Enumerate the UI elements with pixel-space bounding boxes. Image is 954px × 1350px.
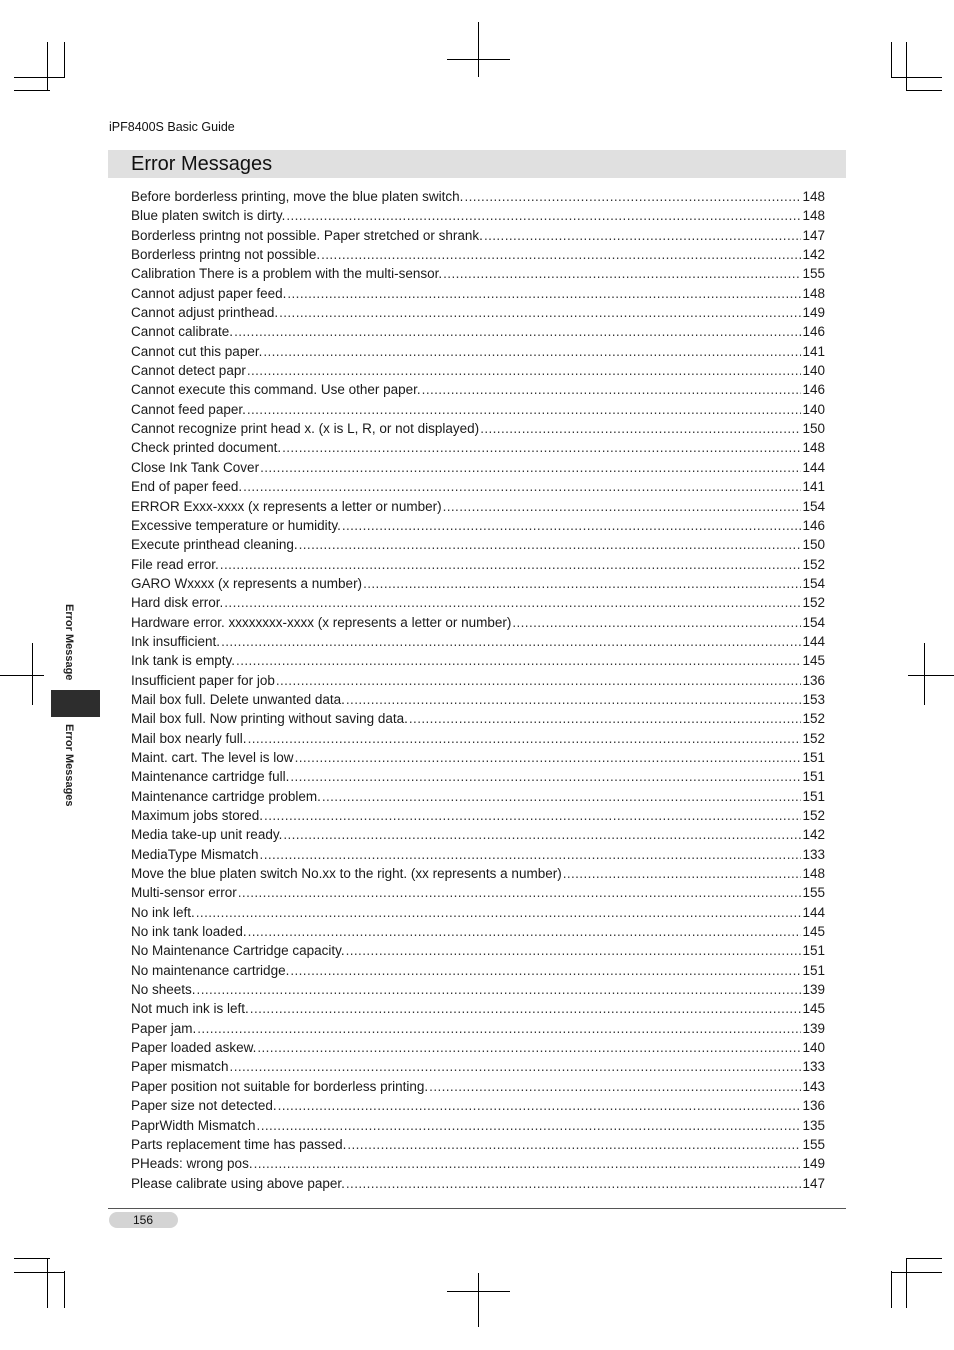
entry-page: 147	[802, 227, 825, 243]
entry-page: 148	[802, 285, 825, 301]
crop-mark	[891, 1271, 892, 1308]
dot-leader	[263, 342, 801, 361]
crop-mark	[478, 1273, 479, 1327]
index-entry[interactable]	[131, 400, 825, 419]
entry-page: 142	[802, 827, 825, 843]
entry-page: 151	[802, 962, 825, 978]
index-entry[interactable]	[131, 535, 825, 554]
dot-leader	[250, 999, 802, 1018]
entry-text: ERROR Exxx-xxxx (x represents a letter or number)	[131, 498, 442, 514]
guide-title: iPF8400S Basic Guide	[109, 120, 235, 134]
entry-text: Paper loaded askew.	[131, 1040, 257, 1056]
index-entry[interactable]	[131, 458, 825, 477]
dot-leader	[480, 419, 801, 438]
entry-page: 136	[802, 1098, 825, 1114]
crop-mark	[906, 1258, 942, 1259]
entry-page: 145	[802, 924, 825, 940]
entry-text: Cannot detect papr	[131, 363, 246, 379]
entry-page: 143	[802, 1078, 825, 1094]
entry-page: 140	[802, 363, 825, 379]
entry-text: Mail box full. Delete unwanted data.	[131, 691, 345, 707]
dot-leader	[264, 806, 801, 825]
dot-leader	[512, 613, 801, 632]
entry-text: Paper mismatch	[131, 1059, 229, 1075]
entry-text: Excessive temperature or humidity.	[131, 517, 341, 533]
entry-page: 148	[802, 189, 825, 204]
index-entry[interactable]	[131, 593, 825, 612]
entry-text: GARO Wxxxx (x represents a number)	[131, 575, 363, 591]
dot-leader	[278, 1096, 802, 1115]
entry-page: 136	[802, 672, 825, 688]
crop-mark	[0, 675, 44, 676]
entry-page: 146	[802, 517, 825, 533]
dot-leader	[290, 961, 801, 980]
index-entry[interactable]	[131, 1019, 825, 1038]
section-title: Error Messages	[131, 153, 273, 175]
index-entry[interactable]	[131, 999, 825, 1018]
dot-leader	[257, 1116, 802, 1135]
entry-page: 135	[802, 1117, 825, 1133]
entry-text: Cannot feed paper.	[131, 401, 246, 417]
dot-leader	[236, 651, 801, 670]
index-entry[interactable]	[131, 361, 825, 380]
entry-text: Before borderless printing, move the blue platen switch.	[131, 189, 464, 204]
entry-text: Blue platen switch is dirty.	[131, 208, 286, 224]
index-entry[interactable]	[131, 903, 825, 922]
entry-page: 146	[802, 324, 825, 340]
index-entry[interactable]	[131, 264, 825, 283]
index-entry[interactable]	[131, 245, 825, 264]
dot-leader	[248, 922, 802, 941]
index-entry[interactable]	[131, 1038, 825, 1057]
entry-page: 151	[802, 769, 825, 785]
side-chapter-tab	[51, 690, 100, 717]
index-entry[interactable]	[131, 806, 825, 825]
entry-text: No ink left.	[131, 904, 195, 920]
dot-leader	[484, 226, 802, 245]
crop-mark	[478, 22, 479, 77]
dot-leader	[260, 458, 801, 477]
section-header	[108, 150, 846, 178]
entry-page: 144	[802, 459, 825, 475]
dot-leader	[347, 1135, 801, 1154]
dot-leader	[260, 845, 802, 864]
index-entry[interactable]	[131, 284, 825, 303]
index-entry[interactable]	[131, 941, 825, 960]
index-entry[interactable]	[131, 883, 825, 902]
index-entry[interactable]	[131, 1116, 825, 1135]
footer-divider	[108, 1208, 846, 1209]
crop-mark	[64, 1271, 65, 1308]
entry-page: 154	[802, 614, 825, 630]
entry-text: No sheets.	[131, 982, 196, 998]
entry-text: Ink tank is empty.	[131, 653, 236, 669]
crop-mark	[906, 90, 942, 91]
entry-text: Execute printhead cleaning.	[131, 537, 298, 553]
entry-page: 152	[802, 556, 825, 572]
dot-leader	[224, 593, 801, 612]
entry-page: 152	[802, 711, 825, 727]
index-entry[interactable]	[131, 206, 825, 225]
entry-text: Hardware error. xxxxxxxx-xxxx (x represents a letter or number)	[131, 614, 512, 630]
entry-text: Multi-sensor error	[131, 885, 237, 901]
crop-mark	[14, 90, 50, 91]
dot-leader	[443, 264, 801, 283]
crop-mark	[908, 675, 954, 676]
index-entry[interactable]	[131, 864, 825, 883]
dot-leader	[299, 535, 802, 554]
entry-page: 148	[802, 208, 825, 224]
index-entry[interactable]	[131, 825, 825, 844]
entry-text: Maint. cart. The level is low	[131, 749, 294, 765]
entry-page: 145	[802, 653, 825, 669]
index-entry[interactable]	[131, 438, 825, 457]
entry-text: Close Ink Tank Cover	[131, 459, 260, 475]
entry-page: 141	[802, 343, 825, 359]
index-entry[interactable]	[131, 1077, 825, 1096]
entry-page: 155	[802, 885, 825, 901]
index-entry[interactable]	[131, 1174, 825, 1193]
entry-page: 139	[802, 982, 825, 998]
dot-leader	[295, 748, 802, 767]
entry-text: Paper size not detected.	[131, 1098, 277, 1114]
crop-mark	[891, 77, 942, 78]
entry-page: 141	[802, 479, 825, 495]
entry-text: File read error.	[131, 556, 219, 572]
index-entry[interactable]	[131, 690, 825, 709]
entry-text: Please calibrate using above paper.	[131, 1175, 345, 1191]
index-entry[interactable]	[131, 729, 825, 748]
crop-mark	[64, 42, 65, 78]
dot-leader	[443, 497, 802, 516]
index-entry[interactable]	[131, 226, 825, 245]
entry-page: 147	[802, 1175, 825, 1191]
entry-text: PaprWidth Mismatch	[131, 1117, 256, 1133]
entry-text: Mail box full. Now printing without saving data.	[131, 711, 408, 727]
crop-mark	[906, 42, 907, 90]
entry-page: 144	[802, 633, 825, 649]
dot-leader	[196, 903, 802, 922]
entry-text: Insufficient paper for job	[131, 672, 275, 688]
index-entry[interactable]	[131, 922, 825, 941]
entry-text: Cannot calibrate.	[131, 324, 234, 340]
index-entry[interactable]	[131, 961, 825, 980]
entry-page: 133	[802, 1059, 825, 1075]
entry-page: 149	[802, 305, 825, 321]
entry-page: 144	[802, 904, 825, 920]
entry-text: Parts replacement time has passed.	[131, 1136, 347, 1152]
index-entry[interactable]	[131, 477, 825, 496]
entry-page: 154	[802, 575, 825, 591]
crop-mark	[891, 1272, 942, 1273]
index-entry[interactable]	[131, 419, 825, 438]
index-entry[interactable]	[131, 303, 825, 322]
entry-page: 155	[802, 1136, 825, 1152]
entry-text: Media take-up unit ready.	[131, 827, 283, 843]
entry-page: 133	[802, 846, 825, 862]
entry-text: Maximum jobs stored.	[131, 808, 264, 823]
dot-leader	[422, 380, 802, 399]
entry-page: 154	[802, 498, 825, 514]
index-entry[interactable]	[131, 767, 825, 786]
entry-text: Borderless printng not possible. Paper stretched or shrank.	[131, 227, 483, 243]
entry-text: No ink tank loaded.	[131, 924, 247, 940]
side-section-label: Error Messages	[63, 724, 75, 807]
index-entry[interactable]	[131, 380, 825, 399]
dot-leader	[220, 555, 802, 574]
dot-leader	[346, 1174, 802, 1193]
side-chapter-label: Error Message	[63, 604, 75, 681]
dot-leader	[243, 477, 801, 496]
page-number: 156	[133, 1213, 154, 1227]
index-entry[interactable]	[131, 187, 825, 206]
dot-leader	[247, 361, 802, 380]
page-number-badge	[109, 1212, 178, 1228]
dot-leader	[464, 187, 801, 206]
entry-text: Cannot adjust printhead.	[131, 305, 279, 321]
entry-text: Cannot adjust paper feed.	[131, 285, 287, 301]
index-entry[interactable]	[131, 613, 825, 632]
entry-text: Cannot execute this command. Use other paper.	[131, 382, 421, 398]
entry-page: 151	[802, 788, 825, 804]
entry-text: No maintenance cartridge.	[131, 962, 290, 978]
dot-leader	[254, 1154, 802, 1173]
dot-leader	[346, 941, 802, 960]
crop-mark	[47, 1258, 48, 1308]
crop-mark	[32, 643, 33, 705]
crop-mark	[47, 42, 48, 90]
entry-text: Ink insufficient.	[131, 633, 221, 649]
entry-text: Paper jam.	[131, 1020, 197, 1036]
entry-page: 150	[802, 421, 825, 437]
dot-leader	[276, 671, 802, 690]
dot-leader	[234, 322, 801, 341]
entry-page: 150	[802, 537, 825, 553]
dot-leader	[257, 1038, 801, 1057]
entry-text: Calibration There is a problem with the multi-sensor.	[131, 266, 443, 282]
index-entry[interactable]	[131, 709, 825, 728]
dot-leader	[563, 864, 802, 883]
entry-page: 139	[802, 1020, 825, 1036]
entry-text: Mail box nearly full.	[131, 730, 247, 746]
index-entry[interactable]	[131, 632, 825, 651]
crop-mark	[14, 77, 64, 78]
index-entry[interactable]	[131, 671, 825, 690]
dot-leader	[342, 516, 802, 535]
entry-text: Check printed document.	[131, 440, 282, 456]
entry-text: Borderless printng not possible.	[131, 247, 321, 263]
entry-page: 152	[802, 808, 825, 823]
entry-page: 140	[802, 1040, 825, 1056]
index-entry[interactable]	[131, 1096, 825, 1115]
dot-leader	[363, 574, 801, 593]
entry-text: Maintenance cartridge full.	[131, 769, 290, 785]
entry-text: End of paper feed.	[131, 479, 243, 495]
index-entry[interactable]	[131, 651, 825, 670]
entry-text: Cannot recognize print head x. (x is L, R, or not displayed)	[131, 421, 480, 437]
crop-mark	[14, 1258, 50, 1259]
dot-leader	[279, 303, 801, 322]
entry-page: 152	[802, 730, 825, 746]
entry-page: 148	[802, 440, 825, 456]
entry-text: Hard disk error.	[131, 595, 224, 611]
entry-text: MediaType Mismatch	[131, 846, 259, 862]
entry-page: 146	[802, 382, 825, 398]
dot-leader	[197, 1019, 801, 1038]
dot-leader	[248, 729, 802, 748]
entry-page: 140	[802, 401, 825, 417]
crop-mark	[891, 42, 892, 78]
index-entry[interactable]	[131, 1057, 825, 1076]
crop-mark	[447, 1291, 510, 1292]
dot-leader	[286, 206, 801, 225]
index-entry[interactable]	[131, 516, 825, 535]
index-entry[interactable]	[131, 342, 825, 361]
index-entry[interactable]	[131, 574, 825, 593]
dot-leader	[283, 825, 801, 844]
error-index-list	[131, 187, 825, 1193]
index-entry[interactable]	[131, 1135, 825, 1154]
entry-text: Paper position not suitable for borderless printing.	[131, 1078, 429, 1094]
entry-page: 155	[802, 266, 825, 282]
entry-text: Move the blue platen switch No.xx to the right. (xx represents a number)	[131, 866, 562, 882]
entry-text: Not much ink is left.	[131, 1001, 249, 1017]
dot-leader	[221, 632, 801, 651]
crop-mark	[14, 1272, 64, 1273]
entry-page: 151	[802, 749, 825, 765]
entry-page: 153	[802, 691, 825, 707]
entry-page: 152	[802, 595, 825, 611]
dot-leader	[290, 767, 801, 786]
index-entry[interactable]	[131, 497, 825, 516]
crop-mark	[906, 1258, 907, 1308]
entry-text: Maintenance cartridge problem.	[131, 788, 321, 804]
dot-leader	[230, 1057, 802, 1076]
entry-page: 148	[802, 866, 825, 882]
entry-text: No Maintenance Cartridge capacity.	[131, 943, 345, 959]
entry-page: 145	[802, 1001, 825, 1017]
dot-leader	[282, 438, 801, 457]
crop-mark	[924, 643, 925, 705]
entry-page: 151	[802, 943, 825, 959]
index-entry[interactable]	[131, 980, 825, 999]
dot-leader	[287, 284, 801, 303]
entry-page: 149	[802, 1156, 825, 1172]
dot-leader	[429, 1077, 801, 1096]
dot-leader	[197, 980, 802, 999]
entry-text: Cannot cut this paper.	[131, 343, 263, 359]
entry-page: 142	[802, 247, 825, 263]
dot-leader	[247, 400, 802, 419]
index-entry[interactable]	[131, 787, 825, 806]
index-entry[interactable]	[131, 555, 825, 574]
crop-mark	[447, 59, 510, 60]
entry-text: PHeads: wrong pos.	[131, 1156, 253, 1172]
index-entry[interactable]	[131, 845, 825, 864]
dot-leader	[321, 245, 801, 264]
index-entry[interactable]	[131, 748, 825, 767]
dot-leader	[409, 709, 802, 728]
dot-leader	[322, 787, 802, 806]
index-entry[interactable]	[131, 1154, 825, 1173]
dot-leader	[238, 883, 802, 902]
dot-leader	[346, 690, 802, 709]
index-entry[interactable]	[131, 322, 825, 341]
